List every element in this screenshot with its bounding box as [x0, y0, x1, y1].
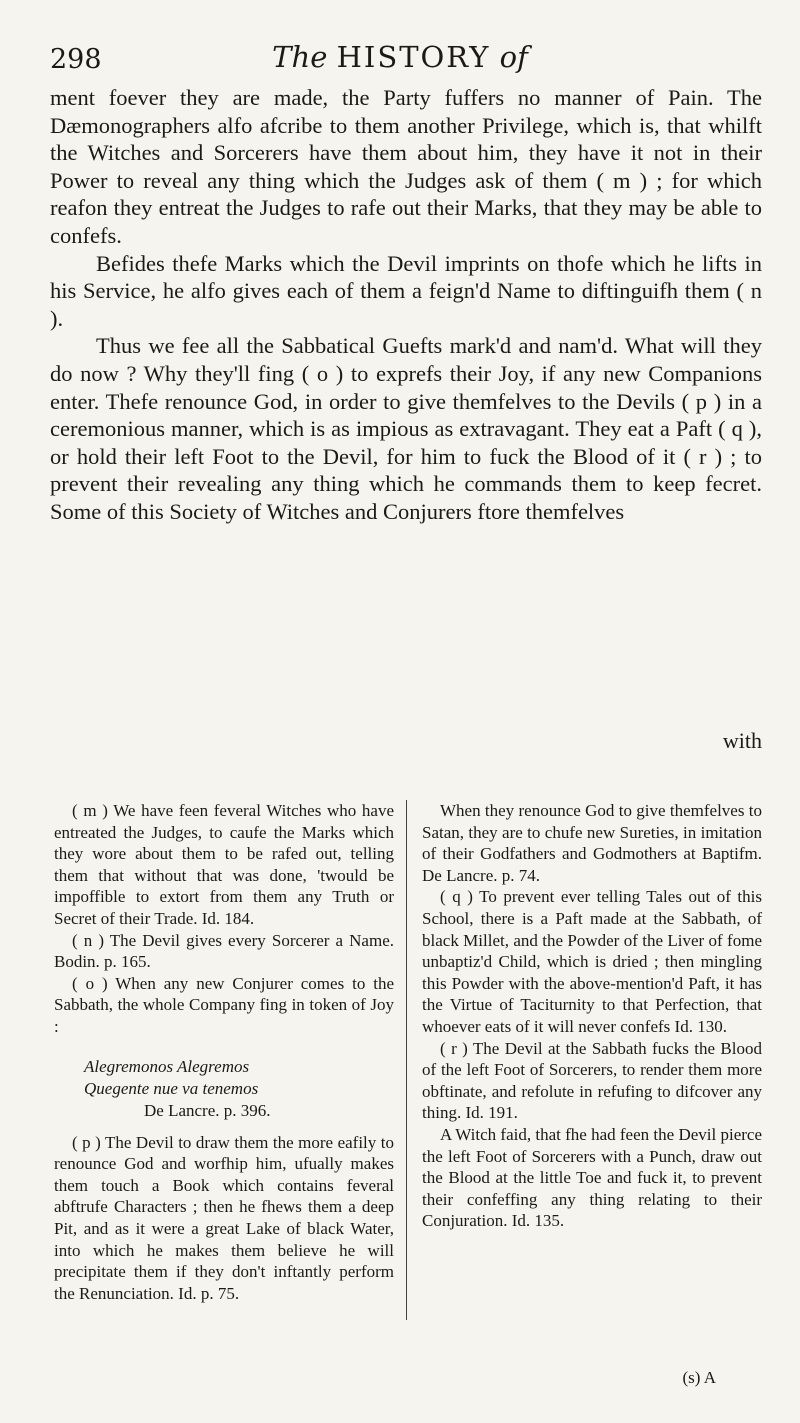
- verse-line-2: Quegente nue va tenemos: [84, 1078, 259, 1098]
- footnotes-right-column: [422, 800, 762, 1232]
- running-head-history: HISTORY: [336, 40, 491, 74]
- running-head-of: of: [490, 40, 528, 74]
- page-header: [50, 40, 750, 80]
- main-text: [50, 84, 762, 526]
- paragraph-sabbatical-guests: Thus we fee all the Sabbatical Guefts mark'd and nam'd. What will they do now ? Why they'll fing ( o ) to exprefs their Joy, if any new Companions enter. Thefe renounce God, in order to give themfelves to the Devils ( p ) in a ceremonious manner, which is as impious as extravagant. They eat a Paft ( q ), or hold their left Foot to the Devil, for him to fuck the Blood of it ( r ) ; to prevent their revealing any thing which he commands them to keep fecret. Some of this Society of Witches and Conjurers ftore themfelves: [50, 333, 762, 524]
- footnote-n: ( n ) The Devil gives every Sorcerer a Name. Bodin. p. 165.: [54, 930, 394, 972]
- footnotes-left-column: [54, 800, 394, 1304]
- footnote-catchword: (s) A: [682, 1368, 716, 1387]
- verse-quote: [84, 1056, 394, 1122]
- paragraph-privilege: ment foever they are made, the Party fuffers no manner of Pain. The Dæmonographers alfo afcribe to them another Privilege, which is, that whilft the Witches and Sorcerers have them about him, they have it not in their Power to reveal any thing which the Judges ask of them ( m ) ; for which reafon they entreat the Judges to rafe out their Marks, that they may be able to confefs.: [50, 85, 762, 248]
- footnote-p: ( p ) The Devil to draw them the more eafily to renounce God and worfhip him, ufually makes them touch a Book which contains feveral abftrufe Characters ; then he fhews them a deep Pit, and as it were a great Lake of black Water, into which he makes them believe he will precipitate them if they don't inftantly perform the Renunciation. Id. p. 75.: [54, 1132, 394, 1303]
- verse-credit: De Lancre. p. 396.: [144, 1100, 271, 1120]
- footnote-q: ( q ) To prevent ever telling Tales out of this School, there is a Paft made at the Sabbath, of black Millet, and the Powder of the Liver of fome unbaptiz'd Child, which is dried ; then mingling this Powder with the above-mention'd Paft, it has the Virtue of Taciturnity to that Perfection, that whoever eats of it will never confefs Id. 130.: [422, 887, 762, 1036]
- footnotes: [54, 800, 766, 1360]
- column-divider: [406, 800, 407, 1320]
- footnote-m: ( m ) We have feen feveral Witches who have entreated the Judges, to caufe the Marks which they wore about them to be rafed out, telling them that without that was done, 'twould be impoffible to extort from them any Truth or Secret of their Trade. Id. 184.: [54, 801, 394, 928]
- paragraph-feigned-name: Befides thefe Marks which the Devil imprints on thofe which he lifts in his Service, he alfo gives each of them a feign'd Name to diftinguifh them ( n ).: [50, 250, 762, 331]
- running-head-the: The: [272, 40, 337, 74]
- running-head: [50, 40, 750, 74]
- verse-line-1: Alegremonos Alegremos: [84, 1056, 250, 1076]
- footnote-r-continued: A Witch faid, that fhe had feen the Devil pierce the left Foot of Sorcerers with a Punch, draw out the Blood at the little Toe and fuck it, to prevent their confeffing any thing relating to their Conjuration. Id. 135.: [422, 1124, 762, 1231]
- page-number: 298: [50, 44, 102, 75]
- footnote-o: ( o ) When any new Conjurer comes to the Sabbath, the whole Company fing in token of Joy :: [54, 973, 394, 1036]
- footnote-p-continued: When they renounce God to give themfelves to Satan, they are to chufe new Sureties, in imitation of their Godfathers and Godmothers at Baptifm. De Lancre. p. 74.: [422, 801, 762, 885]
- catchword: with: [722, 728, 762, 753]
- footnote-r: ( r ) The Devil at the Sabbath fucks the Blood of the left Foot of Sorcerers, to render them more obftinate, and refolute in refufing to difcover any thing. Id. 191.: [422, 1038, 762, 1123]
